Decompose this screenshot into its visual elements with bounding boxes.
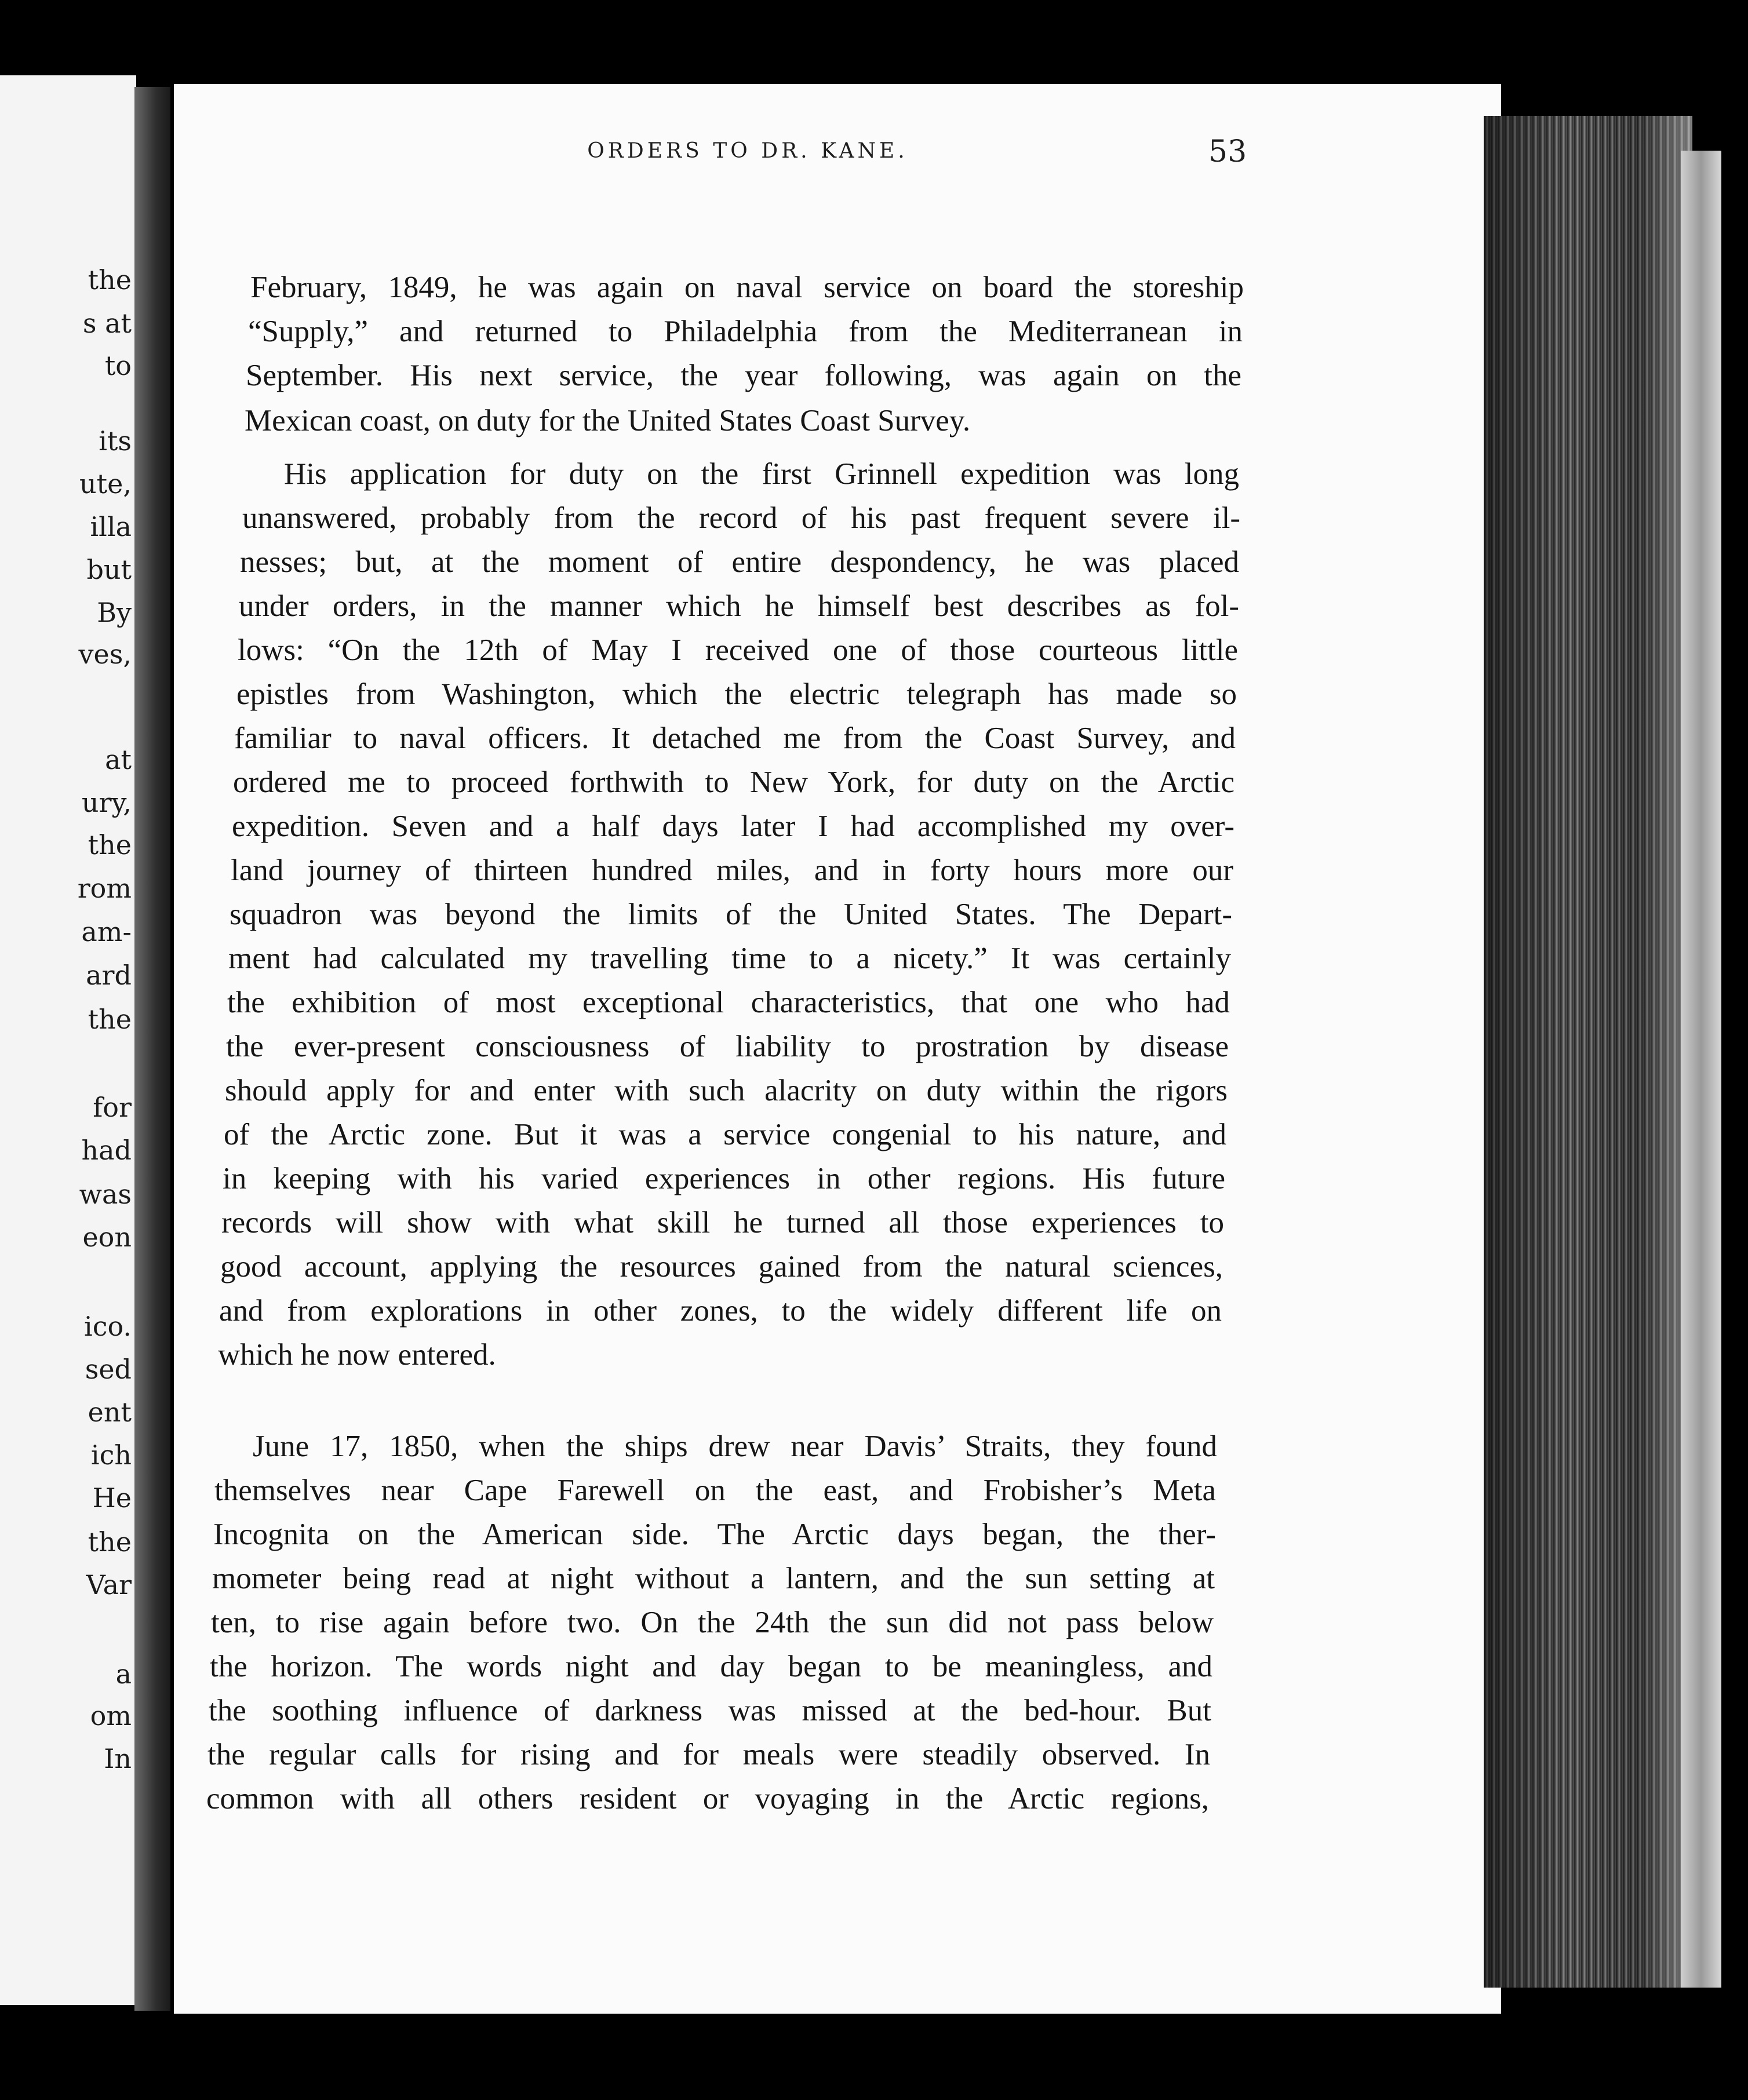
- text-line: September. His next service, the year following, was again on the: [246, 359, 1241, 392]
- text-line: of the Arctic zone. But it was a service congenial to his nature, and: [224, 1118, 1226, 1151]
- left-page-fragment: a: [115, 1658, 132, 1690]
- left-page-fragment: was: [79, 1179, 132, 1210]
- left-page-fragment: s at: [82, 308, 132, 339]
- text-line: the exhibition of most exceptional characteristics, that one who had: [227, 986, 1230, 1019]
- text-line: and from explorations in other zones, to the widely different life on: [219, 1294, 1222, 1328]
- left-page-fragment: the: [88, 264, 132, 296]
- text-line: nesses; but, at the moment of entire despondency, he was placed: [240, 545, 1239, 579]
- text-line: unanswered, probably from the record of his past frequent severe il-: [242, 501, 1240, 535]
- text-line: epistles from Washington, which the electric telegraph has made so: [236, 677, 1237, 711]
- left-page-fragment: but: [86, 554, 132, 585]
- text-line: common with all others resident or voyaging in the Arctic regions,: [206, 1782, 1209, 1815]
- left-page-fragment: the: [88, 1526, 132, 1558]
- text-line: in keeping with his varied experiences in other regions. His future: [223, 1162, 1225, 1195]
- left-page-fragment: ico.: [84, 1311, 132, 1342]
- text-line: familiar to naval officers. It detached me from the Coast Survey, and: [234, 721, 1236, 755]
- left-page-fragment: ard: [86, 960, 132, 991]
- text-line: the ever-present consciousness of liability to prostration by disease: [226, 1030, 1229, 1063]
- text-line: June 17, 1850, when the ships drew near Davis’ Straits, they found: [253, 1430, 1217, 1463]
- left-page-fragment: ute,: [79, 468, 132, 500]
- text-line: land journey of thirteen hundred miles, and in forty hours more our: [231, 854, 1233, 887]
- text-line: His application for duty on the first Grinnell expedition was long: [284, 457, 1239, 491]
- left-page-fragment: Var: [86, 1569, 132, 1600]
- left-page-fragment: sed: [85, 1354, 132, 1385]
- left-page-fragment: the: [88, 1004, 132, 1035]
- left-page-fragment: for: [93, 1092, 132, 1123]
- text-line: Incognita on the American side. The Arctic days began, the ther-: [213, 1518, 1216, 1551]
- text-line: ment had calculated my travelling time to a nicety.” It was certainly: [228, 942, 1231, 975]
- left-page-fragment: to: [104, 350, 132, 381]
- left-page-fragment: ury,: [81, 787, 132, 818]
- text-line: the soothing influence of darkness was missed at the bed-hour. But: [209, 1694, 1211, 1727]
- text-line: should apply for and enter with such alacrity on duty within the rigors: [225, 1074, 1228, 1107]
- text-line: under orders, in the manner which he himself best describes as fol-: [239, 589, 1239, 623]
- left-page-fragment: rom: [77, 873, 132, 904]
- left-page-fragment: eon: [82, 1222, 132, 1253]
- text-line: the regular calls for rising and for meals were steadily observed. In: [207, 1738, 1210, 1771]
- text-line: good account, applying the resources gained from the natural sciences,: [220, 1250, 1223, 1284]
- text-line: which he now entered.: [218, 1338, 496, 1372]
- left-page-fragment: its: [99, 425, 132, 457]
- running-head: ORDERS TO DR. KANE.: [587, 139, 908, 163]
- text-line: the horizon. The words night and day began to be meaningless, and: [210, 1650, 1212, 1683]
- left-page-fragment: ves,: [78, 639, 132, 670]
- left-page-fragment: In: [104, 1743, 132, 1774]
- text-line: “Supply,” and returned to Philadelphia from the Mediterranean in: [248, 315, 1243, 348]
- text-line: expedition. Seven and a half days later I had accomplished my over-: [232, 810, 1234, 843]
- left-page-fragment: had: [81, 1135, 132, 1166]
- text-line: squadron was beyond the limits of the United States. The Depart-: [230, 898, 1232, 931]
- text-line: mometer being read at night without a lantern, and the sun setting at: [212, 1562, 1215, 1595]
- left-page-fragment: ent: [88, 1397, 132, 1428]
- text-line: Mexican coast, on duty for the United States Coast Survey.: [245, 404, 971, 437]
- left-page-fragment: By: [97, 597, 132, 628]
- text-line: records will show with what skill he turned all those experiences to: [221, 1206, 1224, 1239]
- left-page-fragment: at: [105, 744, 132, 775]
- left-page-fragment: He: [92, 1482, 132, 1514]
- left-page-fragment: om: [90, 1700, 132, 1731]
- left-page-fragment: ich: [90, 1439, 132, 1471]
- text-line: ten, to rise again before two. On the 24th the sun did not pass below: [211, 1606, 1214, 1639]
- text-line: lows: “On the 12th of May I received one of those courteous little: [238, 633, 1238, 667]
- page-number: 53: [1208, 134, 1247, 169]
- text-line: February, 1849, he was again on naval service on board the storeship: [250, 271, 1244, 304]
- text-line: ordered me to proceed forthwith to New York, for duty on the Arctic: [233, 765, 1234, 799]
- left-page-fragment: the: [88, 829, 132, 861]
- left-page-fragment: am-: [81, 916, 132, 947]
- left-page-fragment: illa: [90, 511, 132, 542]
- text-line: themselves near Cape Farewell on the east, and Frobisher’s Meta: [214, 1474, 1216, 1507]
